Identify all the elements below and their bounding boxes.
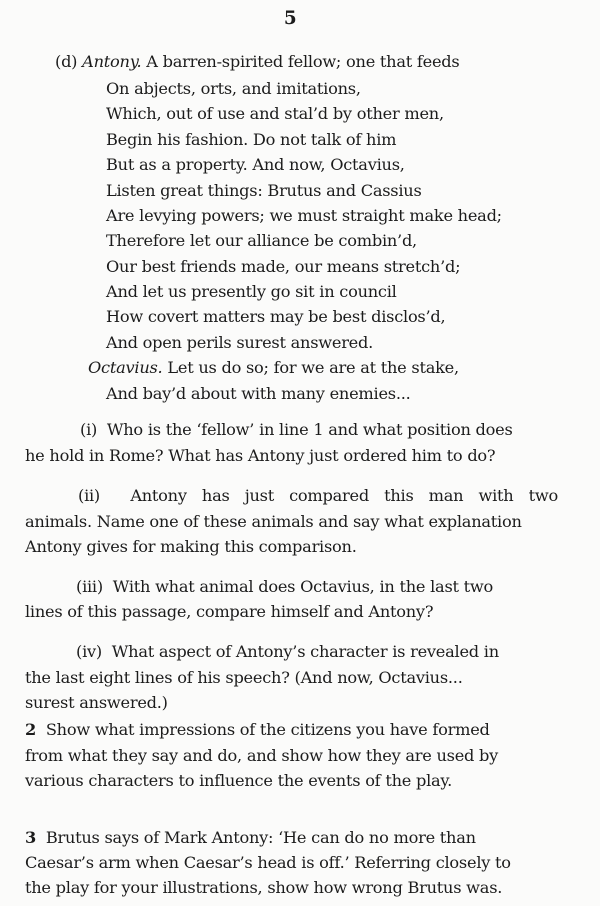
question-iii [76,577,493,597]
passage-first-line [55,52,459,72]
question-number: 3 [25,828,37,847]
question-text: Caesar’s arm when Caesar’s head is off.’ Referring closely to [25,853,511,872]
question-text: Who is the ‘fellow’ in line 1 and what position does [106,420,513,439]
question-text: With what animal does Octavius, in the last two [112,577,494,596]
question-iv [76,642,499,662]
verse-line: Are levying powers; we must straight make head; [106,206,502,225]
passage-label: (d) [55,52,78,71]
question-text: the play for your illustrations, show how wrong Brutus was. [25,878,503,897]
question-number: (ii) [78,486,100,505]
question-number: (i) [80,420,98,439]
question-text: Antony has just compared this man with two [130,486,558,505]
question-text: Show what impressions of the citizens you have formed [45,720,490,739]
verse-line: And open perils surest answered. [106,333,374,352]
question-text: Brutus says of Mark Antony: ‘He can do no more than [45,828,476,847]
question-text: lines of this passage, compare himself and Antony? [25,602,434,621]
verse-line: Our best friends made, our means stretch’d; [106,257,461,276]
verse-line: And let us presently go sit in council [106,282,397,301]
question-3 [25,828,476,848]
verse-line: But as a property. And now, Octavius, [106,155,405,174]
question-text: various characters to influence the events of the play. [25,771,453,790]
verse-line: And bay’d about with many enemies... [106,384,411,403]
verse-line: How covert matters may be best disclos’d, [106,307,446,326]
verse-line: Listen great things: Brutus and Cassius [106,181,422,200]
verse-line: Therefore let our alliance be combin’d, [106,231,417,250]
verse-line: Let us do so; for we are at the stake, [167,358,459,377]
verse-line: Which, out of use and stal’d by other men, [106,104,444,123]
question-number: 2 [25,720,37,739]
speaker-antony: Antony. [82,52,142,71]
question-i [80,420,558,440]
question-number: (iv) [76,642,102,661]
question-text: he hold in Rome? What has Antony just ordered him to do? [25,446,496,465]
verse-line: Begin his fashion. Do not talk of him [106,130,397,149]
octavius-line [88,358,459,378]
question-text: the last eight lines of his speech? (And now, Octavius... [25,668,463,687]
question-2 [25,720,490,740]
speaker-octavius: Octavius. [88,358,163,377]
question-text: from what they say and do, and show how they are used by [25,746,499,765]
page-number: 5 [283,7,297,29]
question-text: surest answered.) [25,693,168,712]
question-number: (iii) [76,577,103,596]
verse-line: On abjects, orts, and imitations, [106,79,361,98]
question-ii [78,486,558,506]
question-text: Antony gives for making this comparison. [25,537,357,556]
question-text: animals. Name one of these animals and say what explanation [25,512,522,531]
verse-line: A barren-spirited fellow; one that feeds [146,52,460,71]
question-text: What aspect of Antony’s character is revealed in [111,642,499,661]
